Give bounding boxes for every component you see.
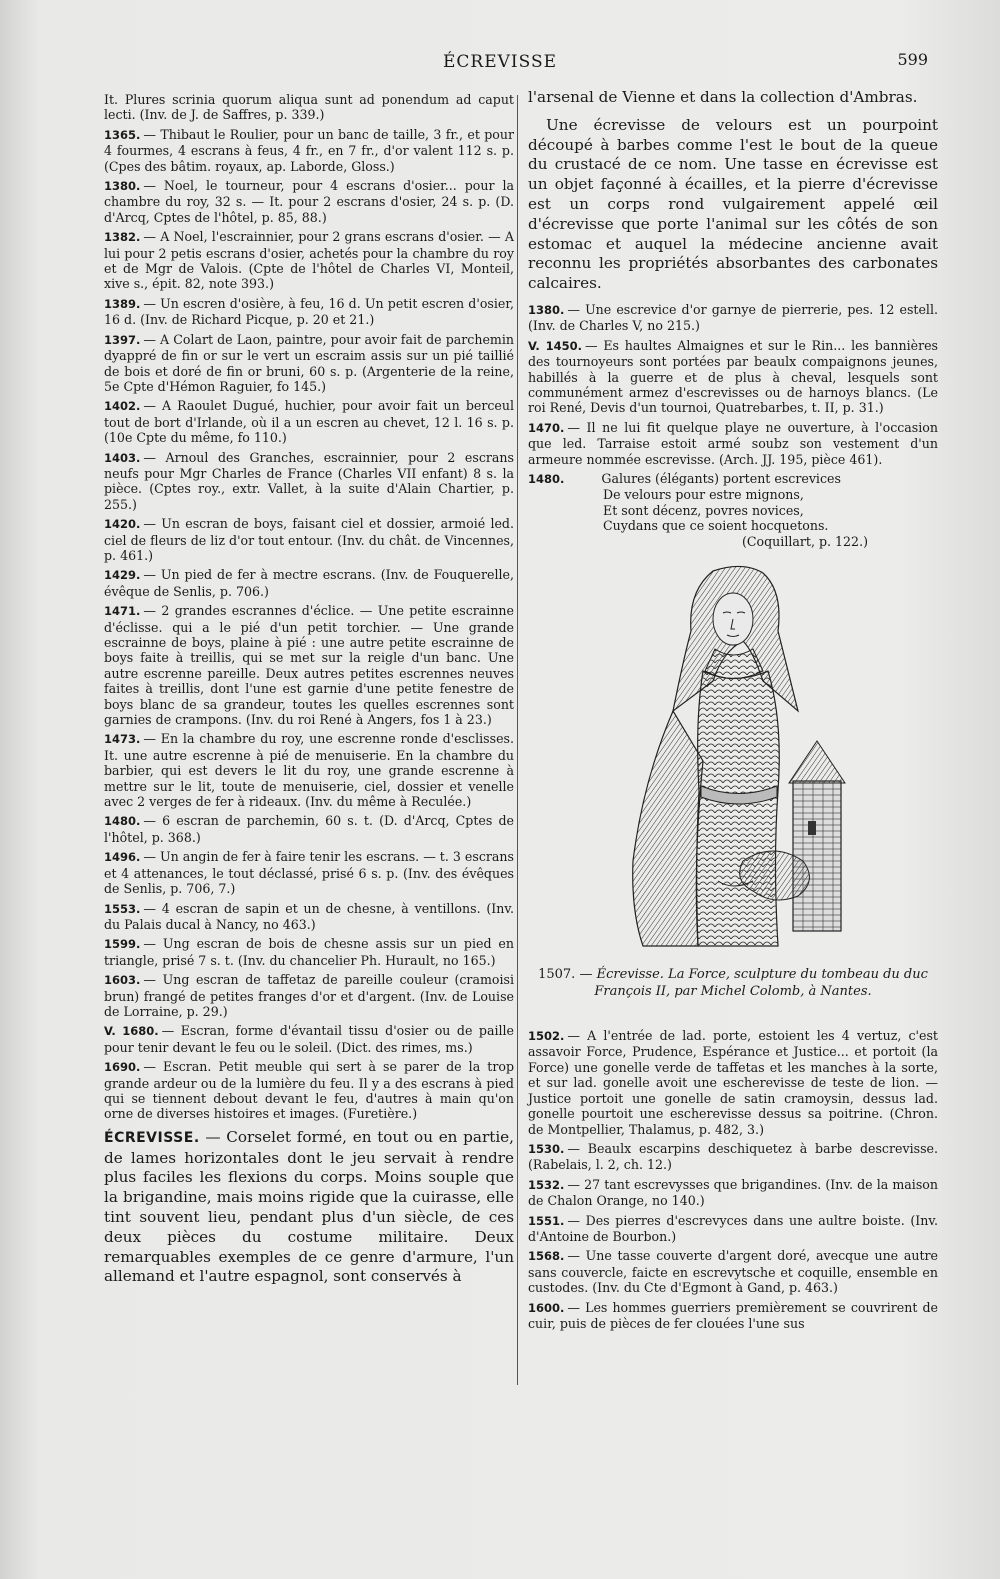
entry-text: — Une tasse couverte d'argent doré, avecque une autre sans couvercle, faicte en escrevytsche et coquille, ensemble en custodes. (Inv. du Cte d'Egmont à Gand, p. 463.) xyxy=(528,1248,938,1296)
entry-year: 1600. xyxy=(528,1300,565,1315)
entry-text: — 27 tant escrevysses que brigandines. (Inv. de la maison de Chalon Orange, no 140.) xyxy=(528,1176,938,1209)
left-entries xyxy=(104,92,514,1122)
entry-year: 1496. xyxy=(104,850,141,865)
citation-entry xyxy=(104,849,514,896)
citation-entry xyxy=(104,296,514,328)
entry-text: — Es haultes Almaignes et sur le Rin... les bannières des tournoyeurs sont portées par beaulx compaignons jeunes, habillés à la guerre et de plus à cheval, lesquels sont communément armez d'escrevisses ou de harnoys blancs. (Le roi René, Devis d'un tournoi, Quatrebarbes, t. II, p. 31.) xyxy=(528,337,939,416)
entry-year: 1568. xyxy=(528,1249,565,1264)
entry-year: 1403. xyxy=(104,450,141,465)
entry-year: 1389. xyxy=(104,296,141,311)
definition-text: — Corselet formé, en tout ou en partie, de lames horizontales dont le jeu servait à rendre plus faciles les flexions du corps. Moins souple que la brigandine, mais moins rigide que la cuirasse, elle tint souvent lieu, pendant plus d'un siècle, de ces deux pièces du costume militaire. Deux remarquables exemples de ce genre d'armure, l'un allemand et l'autre espagnol, sont conservés à xyxy=(104,1127,514,1286)
citation-entry xyxy=(104,92,514,123)
citation-entry xyxy=(104,450,514,513)
citation-entry xyxy=(104,332,514,395)
citation-entry xyxy=(104,1059,514,1122)
entry-year: 1502. xyxy=(528,1029,565,1044)
entry-year: 1603. xyxy=(104,973,141,988)
citation-entry xyxy=(528,1141,938,1173)
verse-line-text: Galures (élégants) portent escrevices xyxy=(601,471,841,487)
citation-entry xyxy=(104,731,514,809)
entry-year: 1380. xyxy=(104,179,141,194)
citation-entry xyxy=(528,338,938,416)
entry-year: 1429. xyxy=(104,568,141,583)
entry-text: — Escran, forme d'évantail tissu d'osier ou de paille pour tenir devant le feu ou le soleil. (Dict. des rimes, ms.) xyxy=(104,1023,514,1055)
entry-text: — Des pierres d'escrevyces dans une aultre boiste. (Inv. d'Antoine de Bourbon.) xyxy=(528,1212,938,1244)
citation-entry xyxy=(104,516,514,563)
entry-text: — Un angin de fer à faire tenir les escrans. — t. 3 escrans et 4 attenances, le tout déclassé, prisé 6 s. p. (Inv. des évêques de Senlis, p. 706, 7.) xyxy=(104,849,514,897)
citation-entry xyxy=(104,398,514,445)
citation-entry xyxy=(104,178,514,225)
right-bottom-entries xyxy=(528,1028,938,1331)
entry-text: — Il ne lui fit quelque playe ne ouverture, à l'occasion que led. Tarraise estoit armé soubz son vestement d'un armeure nommée escrevisse. (Arch. JJ. 195, pièce 461). xyxy=(528,419,938,467)
citation-entry xyxy=(528,1028,938,1137)
entry-text: — Escran. Petit meuble qui sert à se parer de la trop grande ardeur ou de la lumière du feu. Il y a des escrans à pied qui se tiennent debout devant le feu, d'autres à main qu'on orne de diverses histoires et images. (Furetière.) xyxy=(104,1059,514,1122)
entry-text: — Un pied de fer à mectre escrans. (Inv. de Fouquerelle, évêque de Senlis, p. 706.) xyxy=(104,567,514,599)
entry-year: 1532. xyxy=(528,1177,565,1192)
entry-year: V. 1450. xyxy=(528,338,582,353)
entry-text: — En la chambre du roy, une escrenne ronde d'esclisses. It. une autre escrenne à pié de menuiserie. En la chambre du barbier, qui est devers le lit du roy, une grande escrenne à mettre sur le lit, toute de menuiserie, ciel, dossier et venelle avec 2 verges de fer à rideaux. (Inv. du même à Reculée.) xyxy=(104,731,514,810)
entry-year: 1551. xyxy=(528,1213,565,1228)
entry-year: 1365. xyxy=(104,127,141,142)
entry-year: 1470. xyxy=(528,420,565,435)
entry-text: — Les hommes guerriers premièrement se couvrirent de cuir, puis de pièces de fer clouées l'une sus xyxy=(528,1299,938,1331)
entry-year: 1380. xyxy=(528,302,565,317)
entry-year: 1480. xyxy=(104,814,141,829)
entry-year: V. 1680. xyxy=(104,1024,159,1039)
entry-text: — Beaulx escarpins deschiquetez à barbe descrevisse. (Rabelais, l. 2, ch. 12.) xyxy=(528,1140,938,1173)
citation-entry xyxy=(528,1213,938,1245)
right-column xyxy=(528,88,938,1335)
entry-text: — A Noel, l'escrainnier, pour 2 grans escrans d'osier. — A lui pour 2 petis escrans d'osier, achetés pour la chambre du roy et de Mgr de Valois. (Cpte de l'hôtel de Charles VI, Monteil, xive s., épit. 82, note 393.) xyxy=(104,229,514,292)
entry-text: — Ung escran de taffetaz de pareille couleur (cramoisi brun) frangé de petites franges d'or et d'argent. (Inv. de Louise de Lorraine, p. 29.) xyxy=(104,972,514,1019)
definition-paragraph xyxy=(104,1128,514,1287)
entry-year: 1530. xyxy=(528,1141,565,1156)
entry-year: 1397. xyxy=(104,332,141,347)
definition-text-cont: l'arsenal de Vienne et dans la collection d'Ambras. xyxy=(528,88,918,106)
citation-entry xyxy=(104,1023,514,1055)
la-force-sculpture-illustration xyxy=(603,561,863,951)
citation-entry xyxy=(528,1248,938,1295)
citation-entry xyxy=(528,1177,938,1209)
right-top-entries xyxy=(528,302,938,467)
citation-entry xyxy=(104,127,514,174)
figure-number: 1507. xyxy=(538,967,576,983)
citation-entry xyxy=(104,567,514,599)
entry-text: — Noel, le tourneur, pour 4 escrans d'osier... pour la chambre du roy, 32 s. — It. pour 2 escrans d'osier, 24 s. p. (D. d'Arcq, Cptes de l'hôtel, p. 85, 88.) xyxy=(104,178,514,225)
left-column xyxy=(104,92,514,1295)
definition-continuation xyxy=(528,88,938,108)
entry-year: 1473. xyxy=(104,732,141,747)
definition-text-2: Une écrevisse de velours est un pourpoint découpé à barbes comme l'est le bout de la queue du crustacé de ce nom. Une tasse en écrevisse est un objet façonné à écailles, et la pierre d'écrevisse est un corps rond vulgairement appelé œil d'écrevisse que porte l'animal sur les côtés de son estomac et auquel la médecine ancienne avait reconnu les propriétés absorbantes des carbonates calcaires. xyxy=(528,115,938,293)
entry-text: — Ung escran de bois de chesne assis sur un pied en triangle, prisé 7 s. t. (Inv. du chancelier Ph. Hurault, no 165.) xyxy=(104,936,514,968)
entry-text: — Une escrevice d'or garnye de pierrerie, pes. 12 estell. (Inv. de Charles V, no 215.) xyxy=(528,301,938,334)
definition-paragraph-2 xyxy=(528,116,938,294)
entry-text: It. Plures scrinia quorum aliqua sunt ad ponendum ad caput lecti. (Inv. de J. de Saffres, p. 339.) xyxy=(104,92,514,123)
entry-year: 1553. xyxy=(104,901,141,916)
entry-text: — A l'entrée de lad. porte, estoient les 4 vertuz, c'est assavoir Force, Prudence, Espérance et Justice... et portoit (la Force) une gonelle verde de taffetas et les manches à la sorte, et sur lad. gonelle avoit une escherevisse de teste de lion. — Justice portoit une gonelle de satin cramoysin, dessus lad. gonelle pourtoit une escherevisse dessus sa poitrine. (Chron. de Montpellier, Thalamus, p. 482, 3.) xyxy=(528,1028,938,1137)
figure-engraving xyxy=(528,561,938,956)
entry-year: 1471. xyxy=(104,604,141,619)
citation-entry xyxy=(104,229,514,292)
entry-text: — 4 escran de sapin et un de chesne, à ventillons. (Inv. du Palais ducal à Nancy, no 463.) xyxy=(104,900,514,932)
verse-attribution: (Coquillart, p. 122.) xyxy=(741,533,868,549)
entry-text: — A Raoulet Dugué, huchier, pour avoir fait un berceul tout de bort d'Irlande, où il a un escren au chevet, 12 l. 16 s. p. (10e Cpte du même, fo 110.) xyxy=(104,398,514,446)
citation-entry xyxy=(528,302,938,334)
entry-text: — A Colart de Laon, paintre, pour avoir fait de parchemin dyappré de fin or sur le vert un escraim assis sur un pié taillié de bois et doré de fin or bruni, 60 s. p. (Argenterie de la reine, 5e Cpte d'Hémon Raguier, fo 145.) xyxy=(104,331,514,394)
figure-caption-text: — Écrevisse. La Force, sculpture du tombeau du duc François II, par Michel Colomb, à Nantes. xyxy=(579,967,928,1000)
entry-text: — Un escran de boys, faisant ciel et dossier, armoié led. ciel de fleurs de liz d'or tout entour. (Inv. du chât. de Vincennes, p. 461.) xyxy=(104,516,514,563)
entry-year: 1480. xyxy=(528,472,565,487)
entry-year: 1382. xyxy=(104,230,141,245)
figure-caption xyxy=(528,966,938,1000)
entry-text: — Un escren d'osière, à feu, 16 d. Un petit escren d'osier, 16 d. (Inv. de Richard Picque, p. 20 et 21.) xyxy=(104,295,514,328)
entry-year: 1690. xyxy=(104,1060,141,1075)
citation-entry xyxy=(528,1300,938,1332)
headword: ÉCREVISSE. xyxy=(104,1129,200,1146)
citation-entry xyxy=(104,603,514,727)
citation-entry xyxy=(528,420,938,467)
citation-entry xyxy=(104,972,514,1019)
page-number: 599 xyxy=(897,50,928,69)
entry-text: — 2 grandes escrannes d'éclice. — Une petite escrainne d'éclisse. qui a le pié d'un petit torchier. — Une grande escrainne de boys, plaine à pié : une autre petite escrainne de boys faite à treillis, qui se met sur la reigle d'un banc. Une autre escrenne pareille. Deux autres petites escrennes neuves faites à treillis, dont l'une est garnie d'une petite fenestre de boys blanc de sa grandeur, toutes les quelles escrennes sont garnies de crampons. (Inv. du roi René à Angers, fos 1 à 23.) xyxy=(104,603,514,728)
citation-entry xyxy=(104,936,514,968)
verse-line: Cuydans que ce soient hocquetons. xyxy=(603,518,829,534)
verse-line: De velours pour estre mignons, xyxy=(603,487,804,503)
entry-text: — Arnoul des Granches, escrainnier, pour 2 escrans neufs pour Mgr Charles de France (Charles VII enfant) 8 s. la pièce. (Cptes roy., extr. Vallet, à la suite d'Alain Chartier, p. 255.) xyxy=(104,449,514,512)
entry-year: 1599. xyxy=(104,937,141,952)
entry-text: — 6 escran de parchemin, 60 s. t. (D. d'Arcq, Cptes de l'hôtel, p. 368.) xyxy=(104,813,514,845)
entry-text: — Thibaut le Roulier, pour un banc de taille, 3 fr., et pour 4 fourmes, 4 escrans à feus, 4 fr., en 7 fr., d'or valent 112 s. p. (Cpes des bâtim. royaux, ap. Laborde, Gloss.) xyxy=(104,126,514,174)
verse-line xyxy=(528,471,938,487)
entry-year: 1420. xyxy=(104,517,141,532)
running-title: ÉCREVISSE xyxy=(442,52,558,72)
verse-line: Et sont décenz, povres novices, xyxy=(603,502,804,518)
citation-entry xyxy=(104,813,514,845)
verse-quote xyxy=(528,471,938,549)
column-divider xyxy=(517,95,518,1385)
entry-year: 1402. xyxy=(104,399,141,414)
citation-entry xyxy=(104,901,514,933)
